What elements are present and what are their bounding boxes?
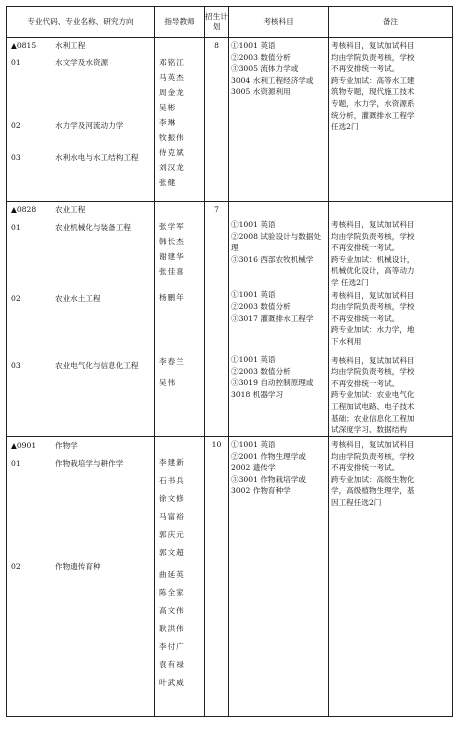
note-line: 学 任选2门 (331, 277, 369, 287)
subject-line: 理 (231, 243, 239, 253)
supervisor-name: 马富裕 (159, 512, 185, 521)
supervisor-name: 刘汉龙 (159, 163, 185, 172)
note-line: 跨专业加试：水力学，地 (331, 325, 415, 335)
direction-code: 03 (11, 152, 21, 162)
supervisor-name: 徐文修 (159, 494, 185, 503)
direction-row (11, 458, 152, 470)
note-line: 不再安排统一考试。 (331, 64, 400, 74)
direction-name: 农业水土工程 (55, 294, 101, 304)
major-row-0815 (7, 38, 453, 202)
subject-line: ①1001 英语 (231, 220, 276, 229)
direction-name: 水利水电与水工结构工程 (55, 152, 139, 162)
major-dir-cell (7, 437, 155, 717)
direction-row (11, 222, 152, 234)
note-line: 不再安排统一考试。 (331, 243, 400, 253)
direction-code: 03 (11, 360, 21, 370)
supervisor-name: 李琳 (159, 118, 177, 127)
note-line: 任选2门 (331, 122, 359, 132)
note-line: 机械优化设计，高等动力 (331, 266, 415, 276)
subject-line: 3004 水利工程经济学或 (231, 75, 314, 85)
note-line: 考核科目，复试加试科目 (331, 440, 415, 449)
direction-code: 01 (11, 458, 21, 468)
note-line: 专题，水力学，水资源系 (331, 98, 415, 108)
subjects-cell (229, 437, 329, 717)
subject-line: ②2003 数值分析 (231, 52, 291, 62)
note-line: 跨专业加试：高等水工建 (331, 75, 415, 85)
note-line: 均由学院负责考核，学校 (331, 231, 415, 241)
note-line: 工程加试电路、电子技术 (331, 401, 415, 411)
note-line: 下水利用 (331, 336, 362, 346)
header-supervisor: 指导教师 (155, 7, 205, 38)
note-line: 试深度学习、数据结构 (331, 425, 407, 435)
supervisor-name: 曲延英 (159, 570, 185, 579)
note-line: 考核科目，复试加试科目 (331, 290, 415, 300)
subjects-cell (229, 202, 329, 437)
direction-name: 水文学及水资源 (55, 57, 109, 67)
supervisor-name: 杨鹏年 (159, 293, 185, 302)
subject-line: ②2008 试验设计与数据处 (231, 231, 322, 241)
direction-row (11, 120, 152, 132)
note-line: 考核科目，复试加试科目 (331, 220, 415, 229)
major-dir-cell (7, 202, 155, 437)
direction-code: 01 (11, 222, 21, 232)
direction-code: 01 (11, 57, 21, 67)
major-code: ▲0828 (11, 205, 37, 214)
supervisor-name: 侍克斌 (159, 148, 185, 157)
direction-code: 02 (11, 121, 21, 131)
subject-line: ②2003 数值分析 (231, 366, 291, 376)
note-line: 统分析，灌溉排水工程学 (331, 110, 415, 120)
supervisor-name: 耿洪伟 (159, 624, 185, 633)
direction-row (11, 360, 152, 372)
supervisor-name: 张佳喜 (159, 267, 185, 276)
note-line: 不再安排统一考试。 (331, 463, 400, 473)
subjects-cell (229, 38, 329, 202)
direction-row (11, 57, 152, 69)
direction-row (11, 561, 152, 573)
direction-name: 作物遗传育种 (55, 562, 101, 572)
major-title (11, 440, 152, 452)
note-line: 均由学院负责考核，学校 (331, 451, 415, 461)
supervisor-name: 韩长杰 (159, 237, 185, 246)
note-line: 跨专业加试：高级生物化 (331, 474, 415, 484)
supervisor-name: 牧振伟 (159, 133, 185, 142)
supervisor-name: 李付广 (159, 642, 185, 651)
subject-line: ③3001 作物栽培学或 (231, 474, 306, 484)
note-line: 均由学院负责考核，学校 (331, 367, 415, 377)
major-name: 水利工程 (55, 41, 86, 50)
subject-line: 3005 水资源利用 (231, 87, 291, 97)
header-major: 专业代码、专业名称、研究方向 (7, 7, 155, 38)
note-cell (329, 202, 453, 437)
subject-line: ②2001 作物生理学或 (231, 451, 306, 461)
note-line: 跨专业加试：机械设计， (331, 254, 415, 264)
supervisor-name: 高文伟 (159, 606, 185, 615)
supervisor-name: 李春兰 (159, 357, 185, 366)
major-name: 农业工程 (55, 205, 86, 214)
subject-line: ①1001 英语 (231, 290, 276, 300)
header-row (7, 7, 453, 38)
note-line: 均由学院负责考核，学校 (331, 52, 415, 62)
supervisor-name: 周金龙 (159, 88, 185, 97)
major-title (11, 40, 152, 52)
supervisor-name: 吴伟 (159, 378, 177, 387)
direction-name: 农业电气化与信息化工程 (55, 360, 139, 370)
direction-row (11, 293, 152, 305)
supervisor-cell (155, 38, 205, 202)
subject-line: ③3016 西部农牧机械学 (231, 254, 314, 264)
major-row-0828 (7, 202, 453, 437)
supervisor-name: 马英杰 (159, 73, 185, 82)
subject-line: ③3019 自动控制原理或 (231, 378, 314, 388)
note-line: 跨专业加试：农业电气化 (331, 390, 415, 400)
note-cell (329, 437, 453, 717)
note-line: 筑物专题，现代施工技术 (331, 87, 415, 97)
note-line: 学，高级植物生理学，基 (331, 486, 415, 496)
note-line: 考核科目，复试加试科目 (331, 41, 415, 50)
plan-cell: 8 (205, 38, 229, 202)
supervisor-name: 陈全家 (159, 588, 185, 597)
header-note: 备注 (329, 7, 453, 38)
supervisor-cell (155, 437, 205, 717)
supervisor-name: 叶武威 (159, 678, 185, 687)
supervisor-name: 谢建华 (159, 252, 185, 261)
admissions-table (6, 6, 453, 717)
direction-row (11, 152, 152, 164)
supervisor-name: 石书兵 (159, 476, 185, 485)
major-code: ▲0901 (11, 441, 37, 450)
note-cell (329, 38, 453, 202)
header-subjects: 考核科目 (229, 7, 329, 38)
subject-line: ①1001 英语 (231, 355, 276, 365)
note-line: 基础；农业信息化工程加 (331, 413, 415, 423)
subject-line: ②2003 数值分析 (231, 301, 291, 311)
supervisor-name: 张健 (159, 178, 177, 187)
supervisor-name: 郭文超 (159, 548, 185, 557)
plan-cell: 10 (205, 437, 229, 717)
subject-line: 3002 作物育种学 (231, 486, 291, 496)
subject-line: ①1001 英语 (231, 440, 276, 449)
supervisor-name: 袁有禄 (159, 660, 185, 669)
subject-line: ③3005 流体力学或 (231, 64, 299, 74)
subject-line: ③3017 灌溉排水工程学 (231, 313, 314, 323)
direction-name: 作物栽培学与耕作学 (55, 458, 124, 468)
supervisor-name: 吴彬 (159, 103, 177, 112)
plan-cell: 7 (205, 202, 229, 437)
supervisor-name: 邓铭江 (159, 58, 185, 67)
supervisor-cell (155, 202, 205, 437)
note-line: 考核科目，复试加试科目 (331, 355, 415, 365)
major-row-0901 (7, 437, 453, 717)
major-dir-cell (7, 38, 155, 202)
note-line: 均由学院负责考核，学校 (331, 302, 415, 312)
supervisor-name: 郭庆元 (159, 530, 185, 539)
major-code: ▲0815 (11, 41, 37, 50)
direction-code: 02 (11, 294, 21, 304)
header-plan: 招生计划 (205, 7, 229, 38)
subject-line: 3018 机器学习 (231, 389, 284, 399)
subject-line: 2002 遗传学 (231, 463, 276, 473)
supervisor-name: 李建新 (159, 458, 185, 467)
direction-name: 水力学及河流动力学 (55, 121, 124, 131)
note-line: 因工程任选2门 (331, 497, 382, 507)
major-name: 作物学 (55, 441, 78, 450)
note-line: 不再安排统一考试。 (331, 378, 400, 388)
direction-code: 02 (11, 562, 21, 572)
subject-line: ①1001 英语 (231, 41, 276, 50)
note-line: 不再安排统一考试。 (331, 313, 400, 323)
direction-name: 农业机械化与装备工程 (55, 222, 131, 232)
major-title (11, 204, 152, 216)
supervisor-name: 张学军 (159, 222, 185, 231)
